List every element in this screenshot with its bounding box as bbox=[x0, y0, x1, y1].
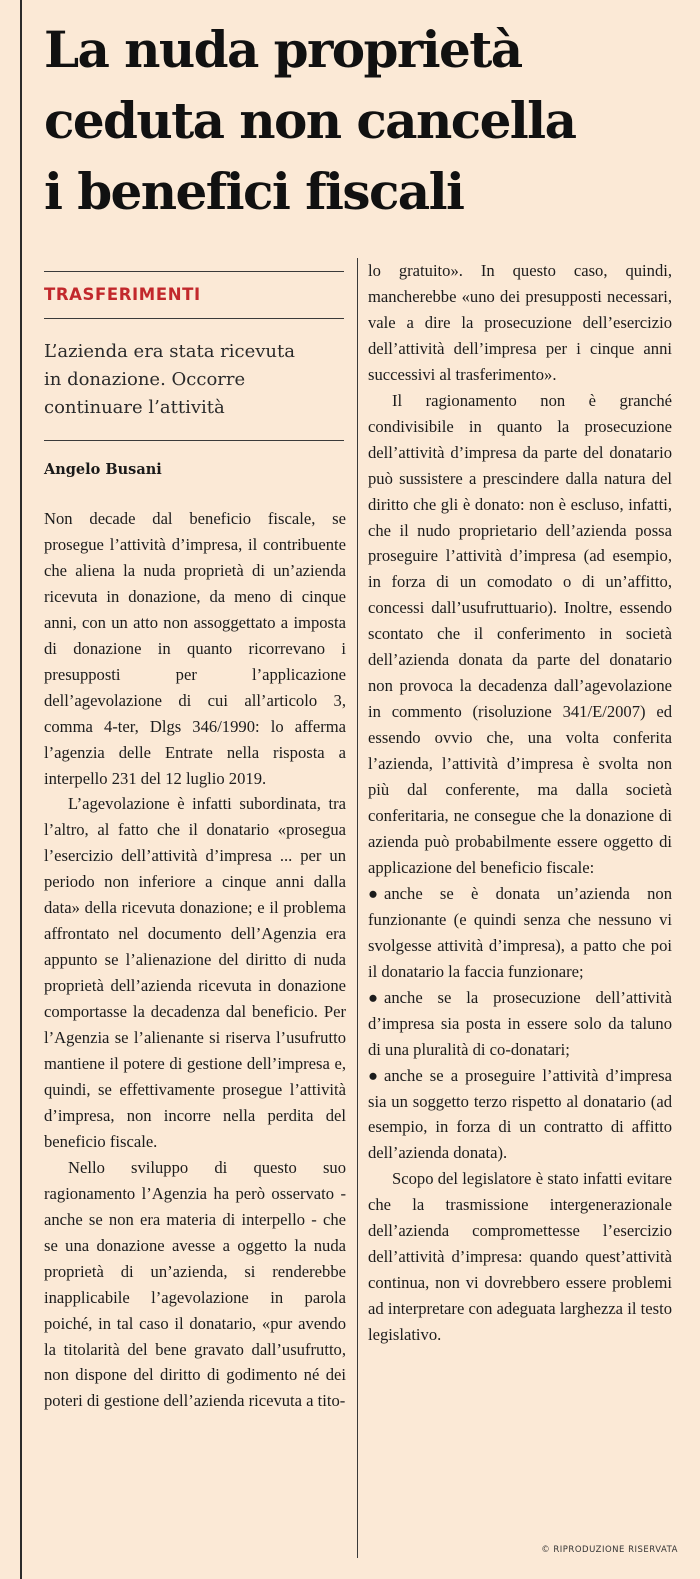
body-paragraph: Scopo del legislatore è stato infatti evitare che la trasmissione intergenerazionale dell’azienda compromettesse l’esercizio dell’attività d’impresa: quando quest’attività continua, non vi dovrebbero essere problemi ad interpretare con adeguata larghezza il testo legislativo. bbox=[368, 1169, 672, 1345]
subhead-line-2: in donazione. Occorre bbox=[44, 369, 246, 390]
body-paragraph: Il ragionamento non è granché condivisibile in quanto la prosecuzione dell’attività d’impresa da parte del donatario può sussistere a prescindere dalla natura del diritto che gli è donato: non è escluso, infatti, che il nudo proprietario dell’azienda possa proseguire l’attività d’impresa (ad esempio, in forza di un comodato o di un’affitto, concessi dall’usufruttuario). Inoltre, essendo scontato che il conferimento in società dell’azienda donata da parte del donatario non provoca la decadenza dall’agevolazione in commento (risoluzione 341/E/2007) ed essendo ovvio che, una volta conferita l’azienda, l’attività d’impresa è svolta non più dal conferente, ma dalla società conferitaria, ne consegue che la donazione di azienda può probabilmente essere oggetto di applicazione del beneficio fiscale: bbox=[368, 390, 672, 877]
bullet-text: anche se è donata un’azienda non funzionante (e quindi senza che nessuno vi svolgesse attività d’impresa), a patto che poi il donatario la faccia funzionare; bbox=[368, 883, 672, 981]
bullet-item bbox=[368, 881, 672, 985]
kicker-top-rule bbox=[44, 271, 344, 272]
body-column-right bbox=[368, 258, 672, 1348]
body-column-left bbox=[44, 506, 346, 1414]
copyright-notice: © RIPRODUZIONE RISERVATA bbox=[541, 1545, 678, 1555]
subhead-line-3: continuare l’attività bbox=[44, 397, 225, 418]
left-column-rule bbox=[20, 0, 22, 1579]
subheadline bbox=[44, 338, 354, 422]
bullet-icon: ● bbox=[368, 987, 379, 1007]
body-paragraph: L’agevolazione è infatti subordinata, tra l’altro, al fatto che il donatario «prosegua l’esercizio dell’attività d’impresa ... per un periodo non inferiore a cinque anni dalla data» della ricevuta donazione; e il problema affrontato nel documento dell’Agenzia era appunto se l’alienazione del diritto di nuda proprietà dell’azienda ricevuta in donazione comportasse la decadenza dal beneficio. Per l’Agenzia se l’alienante si riserva l’usufrutto mantiene il potere di gestione dell’impresa e, quindi, se effettivamente prosegue l’attività d’impresa, non incorre nella perdita del beneficio fiscale. bbox=[44, 794, 346, 1151]
bullet-text: anche se la prosecuzione dell’attività d’impresa sia posta in essere solo da taluno di una pluralità di co-donatari; bbox=[368, 987, 672, 1059]
kicker-bottom-rule bbox=[44, 318, 344, 319]
body-paragraph: lo gratuito». In questo caso, quindi, mancherebbe «uno dei presupposti necessari, vale a dire la prosecuzione dell’esercizio dell’attività dell’impresa per i cinque anni successivi al trasferimento». bbox=[368, 261, 672, 384]
headline bbox=[44, 14, 684, 227]
body-paragraph: Nello sviluppo di questo suo ragionamento l’Agenzia ha però osservato - anche se non era materia di interpello - che se una donazione avesse a oggetto la nuda proprietà di un’azienda, si renderebbe inapplicabile l’agevolazione in parola poiché, in tal caso il donatario, «pur avendo la titolarità del bene gravato dall’usufrutto, non dispone del diritto di godimento né dei poteri di gestione dell’azienda ricevuta a tito- bbox=[44, 1157, 346, 1411]
subhead-line-1: L’azienda era stata ricevuta bbox=[44, 341, 295, 362]
bullet-icon: ● bbox=[368, 883, 379, 903]
bullet-item bbox=[368, 1063, 672, 1167]
headline-line-3: i benefici fiscali bbox=[44, 162, 464, 221]
headline-line-2: ceduta non cancella bbox=[44, 91, 576, 150]
bullet-text: anche se a proseguire l’attività d’impresa sia un soggetto terzo rispetto al donatario (ad esempio, in forza di un contratto di affitto dell’azienda donata). bbox=[368, 1065, 672, 1163]
bullet-item bbox=[368, 985, 672, 1063]
section-kicker: TRASFERIMENTI bbox=[44, 285, 201, 304]
author-byline: Angelo Busani bbox=[44, 461, 162, 478]
headline-line-1: La nuda proprietà bbox=[44, 20, 522, 79]
author-top-rule bbox=[44, 440, 344, 441]
column-divider bbox=[357, 258, 358, 1558]
body-paragraph: Non decade dal beneficio fiscale, se prosegue l’attività d’impresa, il contribuente che aliena la nuda proprietà di un’azienda ricevuta in donazione, da meno di cinque anni, con un atto non assoggettato a imposta di donazione in quanto ricorrevano i presupposti per l’applicazione dell’agevolazione di cui all’articolo 3, comma 4-ter, Dlgs 346/1990: lo afferma l’agenzia delle Entrate nella risposta a interpello 231 del 12 luglio 2019. bbox=[44, 509, 346, 788]
bullet-icon: ● bbox=[368, 1065, 379, 1085]
